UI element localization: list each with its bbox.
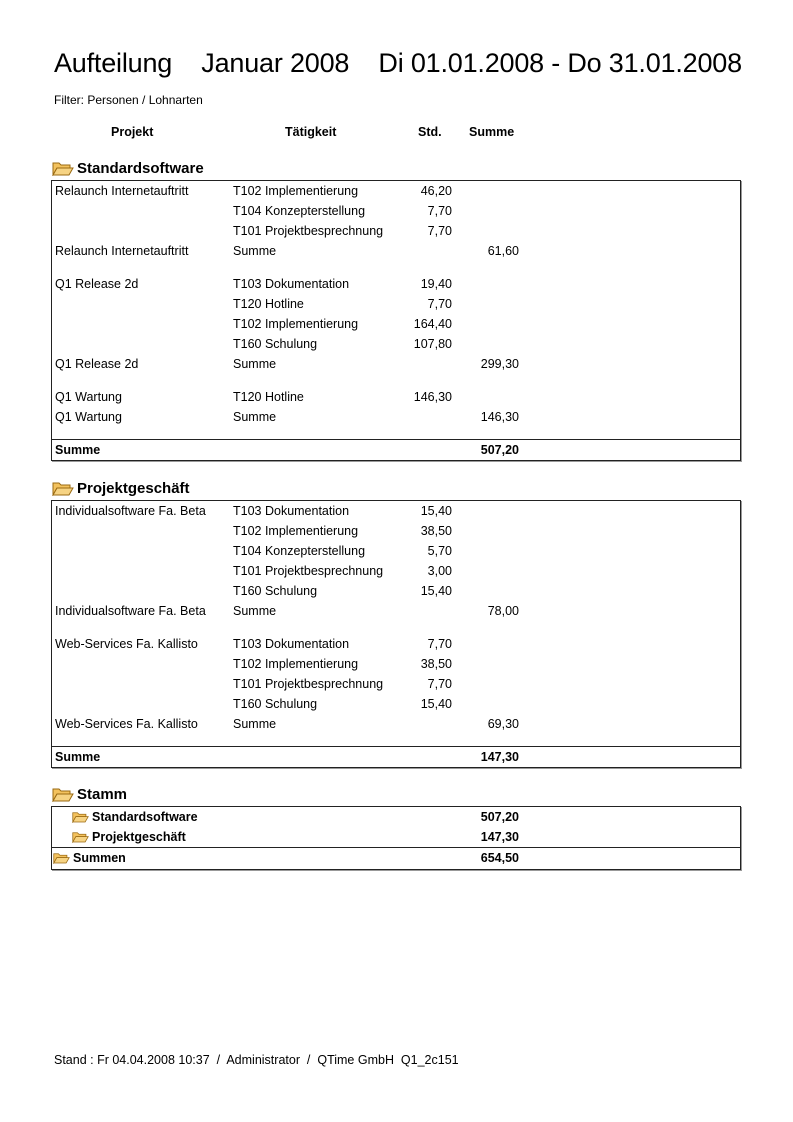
project-name: Q1 Release 2d bbox=[55, 357, 139, 371]
stamm-item-value: 507,20 bbox=[480, 810, 519, 824]
table-row bbox=[52, 694, 740, 714]
group-total-row bbox=[52, 746, 740, 767]
group-total-value: 147,30 bbox=[480, 750, 519, 764]
sum-label: Summe bbox=[233, 410, 277, 424]
folder-open-icon bbox=[52, 787, 74, 802]
activity-label: T120 Hotline bbox=[233, 297, 304, 311]
stamm-item-label: Standardsoftware bbox=[92, 810, 198, 824]
table-row bbox=[52, 561, 740, 581]
group-total-label: Summe bbox=[55, 750, 101, 764]
stamm-item-row bbox=[52, 827, 740, 847]
stamm-item-label: Projektgeschäft bbox=[92, 830, 186, 844]
project-name: Relaunch Internetauftritt bbox=[55, 184, 189, 198]
report-title: Aufteilung Januar 2008 Di 01.01.2008 - Do 31.01.2008 bbox=[54, 48, 742, 78]
column-header-projekt: Projekt bbox=[111, 125, 154, 139]
hours-value: 146,30 bbox=[413, 390, 452, 404]
project-sum-row bbox=[52, 714, 740, 734]
activity-label: T120 Hotline bbox=[233, 390, 304, 404]
project-sum-value: 78,00 bbox=[487, 604, 519, 618]
project-sum-value: 146,30 bbox=[480, 410, 519, 424]
activity-label: T160 Schulung bbox=[233, 697, 318, 711]
column-header-taetigkeit: Tätigkeit bbox=[285, 125, 337, 139]
project-name: Q1 Release 2d bbox=[55, 277, 139, 291]
sum-label: Summe bbox=[233, 357, 277, 371]
activity-label: T102 Implementierung bbox=[233, 657, 359, 671]
hours-value: 3,00 bbox=[427, 564, 452, 578]
hours-value: 7,70 bbox=[427, 297, 452, 311]
activity-label: T102 Implementierung bbox=[233, 184, 359, 198]
section-title: Stamm bbox=[77, 786, 128, 803]
project-name: Q1 Wartung bbox=[55, 390, 122, 404]
activity-label: T101 Projektbesprechnung bbox=[233, 564, 384, 578]
project-name: Web-Services Fa. Kallisto bbox=[55, 717, 198, 731]
hours-value: 7,70 bbox=[427, 637, 452, 651]
column-header-summe: Summe bbox=[469, 125, 515, 139]
activity-label: T103 Dokumentation bbox=[233, 504, 350, 518]
hours-value: 7,70 bbox=[427, 204, 452, 218]
table-row bbox=[52, 541, 740, 561]
project-sum-value: 299,30 bbox=[480, 357, 519, 371]
activity-label: T103 Dokumentation bbox=[233, 637, 350, 651]
stamm-total-value: 654,50 bbox=[480, 851, 519, 865]
project-sum-row bbox=[52, 354, 740, 374]
project-name: Individualsoftware Fa. Beta bbox=[55, 504, 206, 518]
table-row bbox=[52, 634, 740, 654]
section-title: Standardsoftware bbox=[77, 160, 204, 177]
folder-open-icon bbox=[53, 852, 70, 864]
folder-open-icon bbox=[72, 811, 89, 823]
project-name: Q1 Wartung bbox=[55, 410, 122, 424]
group-total-label: Summe bbox=[55, 443, 101, 457]
table-row bbox=[52, 334, 740, 354]
table-row bbox=[52, 674, 740, 694]
activity-label: T104 Konzepterstellung bbox=[233, 204, 366, 218]
hours-value: 107,80 bbox=[413, 337, 452, 351]
project-name: Individualsoftware Fa. Beta bbox=[55, 604, 206, 618]
column-header-std: Std. bbox=[418, 125, 442, 139]
table-row bbox=[52, 314, 740, 334]
stamm-table bbox=[51, 806, 741, 870]
activity-label: T104 Konzepterstellung bbox=[233, 544, 366, 558]
project-sum-row bbox=[52, 241, 740, 261]
group-total-value: 507,20 bbox=[480, 443, 519, 457]
table-row bbox=[52, 221, 740, 241]
table-row bbox=[52, 501, 740, 521]
hours-value: 19,40 bbox=[420, 277, 452, 291]
hours-value: 7,70 bbox=[427, 224, 452, 238]
table-row bbox=[52, 521, 740, 541]
table-row bbox=[52, 274, 740, 294]
table-row bbox=[52, 181, 740, 201]
project-name: Web-Services Fa. Kallisto bbox=[55, 637, 198, 651]
hours-value: 46,20 bbox=[420, 184, 452, 198]
sum-label: Summe bbox=[233, 717, 277, 731]
section-header bbox=[52, 480, 190, 497]
group-table bbox=[51, 180, 741, 461]
hours-value: 15,40 bbox=[420, 504, 452, 518]
section-title: Projektgeschäft bbox=[77, 480, 190, 497]
hours-value: 15,40 bbox=[420, 697, 452, 711]
sum-label: Summe bbox=[233, 604, 277, 618]
stamm-item-value: 147,30 bbox=[480, 830, 519, 844]
table-row bbox=[52, 201, 740, 221]
section-header bbox=[52, 160, 204, 177]
filter-label: Filter: Personen / Lohnarten bbox=[54, 93, 203, 107]
stamm-item-row bbox=[52, 807, 740, 827]
hours-value: 15,40 bbox=[420, 584, 452, 598]
activity-label: T160 Schulung bbox=[233, 584, 318, 598]
project-sum-value: 69,30 bbox=[487, 717, 519, 731]
section-header-stamm bbox=[52, 786, 127, 803]
activity-label: T102 Implementierung bbox=[233, 524, 359, 538]
activity-label: T160 Schulung bbox=[233, 337, 318, 351]
table-row bbox=[52, 654, 740, 674]
activity-label: T101 Projektbesprechnung bbox=[233, 224, 384, 238]
table-row bbox=[52, 294, 740, 314]
stamm-total-label: Summen bbox=[73, 851, 126, 865]
folder-open-icon bbox=[72, 831, 89, 843]
folder-open-icon bbox=[52, 161, 74, 176]
project-sum-value: 61,60 bbox=[487, 244, 519, 258]
activity-label: T101 Projektbesprechnung bbox=[233, 677, 384, 691]
hours-value: 7,70 bbox=[427, 677, 452, 691]
group-total-row bbox=[52, 439, 740, 460]
report-footer: Stand : Fr 04.04.2008 10:37 / Administrator / QTime GmbH Q1_2c151 bbox=[54, 1053, 459, 1067]
table-row bbox=[52, 387, 740, 407]
group-table bbox=[51, 500, 741, 768]
project-name: Relaunch Internetauftritt bbox=[55, 244, 189, 258]
hours-value: 38,50 bbox=[420, 657, 452, 671]
table-row bbox=[52, 581, 740, 601]
hours-value: 164,40 bbox=[413, 317, 452, 331]
sum-label: Summe bbox=[233, 244, 277, 258]
project-sum-row bbox=[52, 407, 740, 427]
stamm-total-row bbox=[52, 847, 740, 868]
folder-open-icon bbox=[52, 481, 74, 496]
project-sum-row bbox=[52, 601, 740, 621]
hours-value: 38,50 bbox=[420, 524, 452, 538]
hours-value: 5,70 bbox=[427, 544, 452, 558]
activity-label: T103 Dokumentation bbox=[233, 277, 350, 291]
activity-label: T102 Implementierung bbox=[233, 317, 359, 331]
